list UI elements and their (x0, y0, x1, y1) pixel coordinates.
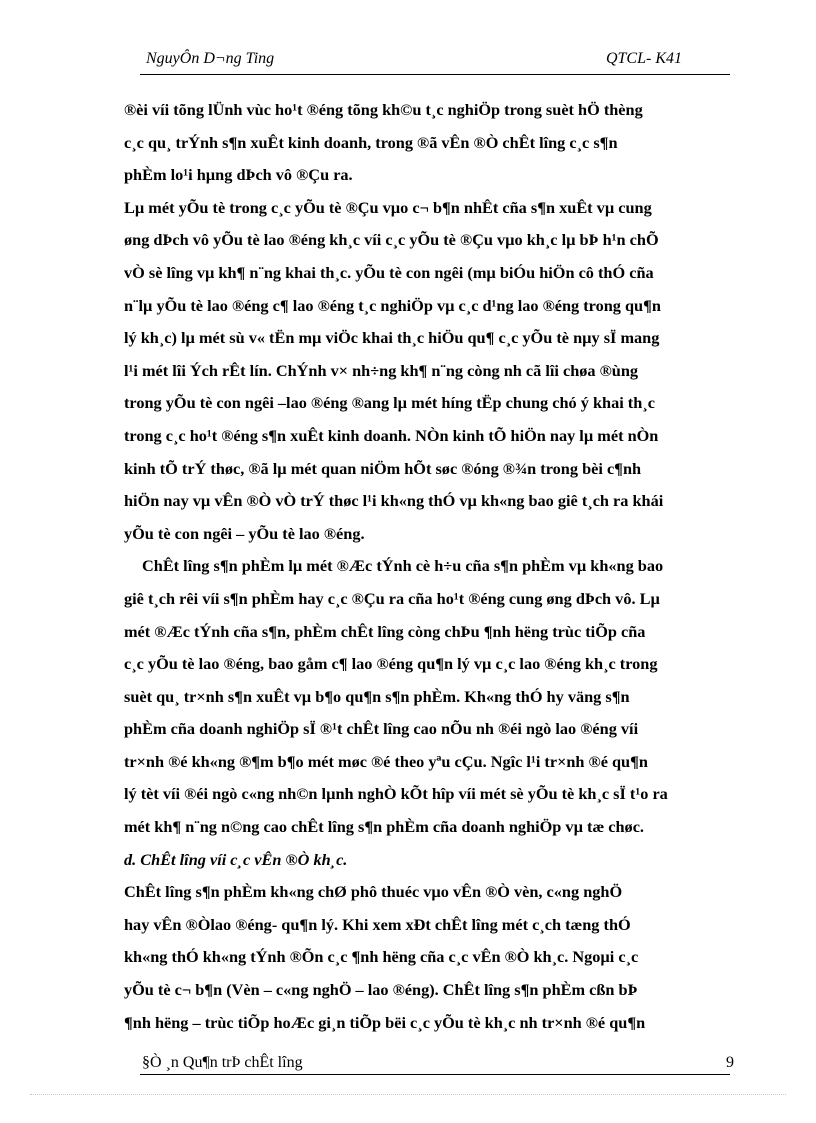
text-line: kh«ng thÓ kh«ng tÝnh ®Õn c¸c ¶nh hëng cña c¸c vÊn ®Ò kh¸c. Ngoµi c¸c (124, 947, 639, 967)
footer-title: §Ò ¸n Qu¶n trÞ chÊt lîng (142, 1054, 303, 1071)
text-line: c¸c yÕu tè lao ®éng, bao gåm c¶ lao ®éng qu¶n lý vµ c¸c lao ®éng kh¸c trong (124, 654, 658, 674)
text-line: l¹i mét lîi Ých rÊt lín. ChÝnh v× nh÷ng kh¶ n¨ng còng nh cã lîi chøa ®ùng (124, 360, 639, 380)
text-line: vÒ sè lîng vµ kh¶ n¨ng khai th¸c. yÕu tè con ngêi (mµ biÓu hiÖn cô thÓ cña (124, 262, 654, 282)
text-line: lý tèt víi ®éi ngò c«ng nh©n lµnh nghÒ kÕt hîp víi mét sè yÕu tè kh¸c sÏ t¹o ra (124, 784, 668, 804)
header-class: QTCL- K41 (605, 50, 682, 67)
page-footer (140, 1052, 734, 1075)
text-line: n¨lµ yÕu tè lao ®éng c¶ lao ®éng t¸c nghiÖp vµ c¸c d¹ng lao ®éng trong qu¶n (124, 295, 661, 315)
text-line: øng dÞch vô yÕu tè lao ®éng kh¸c víi c¸c yÕu tè ®Çu vµo kh¸c lµ bÞ h¹n chÕ (124, 230, 659, 250)
text-line: ChÊt lîng s¶n phÈm kh«ng chØ phô thuéc vµo vÊn ®Ò vèn, c«ng nghÖ (124, 882, 623, 902)
text-line: Lµ mét yÕu tè trong c¸c yÕu tè ®Çu vµo c¬ b¶n nhÊt cña s¶n xuÊt vµ cung (124, 197, 652, 217)
header-author: NguyÔn D¬ng Ting (146, 50, 275, 67)
page-number: 9 (726, 1054, 734, 1071)
text-line: suèt qu¸ tr×nh s¶n xuÊt vµ b¶o qu¶n s¶n phÈm. Kh«ng thÓ hy väng s¶n (124, 686, 630, 706)
text-line: mét ®Æc tÝnh cña s¶n, phÈm chÊt lîng còng chÞu ¶nh hëng trùc tiÕp cña (124, 621, 646, 641)
body-text (124, 94, 770, 1039)
text-line: trong c¸c ho¹t ®éng s¶n xuÊt kinh doanh. NÒn kinh tÕ hiÖn nay lµ mét nÒn (124, 425, 659, 445)
text-line: mét kh¶ n¨ng n©ng cao chÊt lîng s¶n phÈm cña doanh nghiÖp vµ tæ chøc. (124, 817, 644, 837)
text-line: hiÖn nay vµ vÊn ®Ò vÒ trÝ thøc l¹i kh«ng thÓ vµ kh«ng bao giê t¸ch ra khái (124, 491, 664, 511)
text-line: kinh tÕ trÝ thøc, ®ã lµ mét quan niÖm hÕt søc ®óng ®¾n trong bèi c¶nh (124, 458, 642, 478)
text-line: phÈm lo¹i hµng dÞch vô ®Çu ra. (124, 165, 353, 185)
text-line: trong yÕu tè con ngêi –lao ®éng ®ang lµ mét híng tËp chung chó ý khai th¸c (124, 393, 655, 413)
text-line: ®èi víi tõng lÜnh vùc ho¹t ®éng tõng kh©u t¸c nghiÖp trong suèt hÖ thèng (124, 100, 643, 119)
page-header (140, 48, 730, 75)
text-line: hay vÊn ®Òlao ®éng- qu¶n lý. Khi xem xÐt chÊt lîng mét c¸ch tæng thÓ (124, 914, 631, 934)
text-line: ¶nh hëng – trùc tiÕp hoÆc gi¸n tiÕp bëi c¸c yÕu tè kh¸c nh tr×nh ®é qu¶n (124, 1012, 646, 1032)
text-line: yÕu tè c¬ b¶n (Vèn – c«ng nghÖ – lao ®éng). ChÊt lîng s¶n phÈm cßn bÞ (124, 980, 638, 1000)
text-line: phÈm cña doanh nghiÖp sÏ ®¹t chÊt lîng cao nÕu nh ®éi ngò lao ®éng víi (124, 719, 639, 739)
text-line: c¸c qu¸ trÝnh s¶n xuÊt kinh doanh, trong ®ã vÊn ®Ò chÊt lîng c¸c s¶n (124, 132, 618, 152)
text-line: yÕu tè con ngêi – yÕu tè lao ®éng. (124, 523, 365, 543)
text-line: ChÊt lîng s¶n phÈm lµ mét ®Æc tÝnh cè h÷u cña s¶n phÈm vµ kh«ng bao (142, 556, 664, 576)
text-line: giê t¸ch rêi víi s¶n phÈm hay c¸c ®Çu ra cña ho¹t ®éng cung øng dÞch vô. Lµ (124, 588, 660, 608)
text-line: tr×nh ®é kh«ng ®¶m b¶o mét møc ®é theo yªu cÇu. Ngîc l¹i tr×nh ®é qu¶n (124, 751, 648, 771)
text-line: lý kh¸c) lµ mét sù v« tËn mµ viÖc khai th¸c hiÖu qu¶ c¸c yÕu tè nµy sÏ mang (124, 328, 660, 348)
page-break-divider (30, 1094, 786, 1095)
section-heading: d. ChÊt lîng víi c¸c vÊn ®Ò kh¸c. (124, 849, 348, 869)
